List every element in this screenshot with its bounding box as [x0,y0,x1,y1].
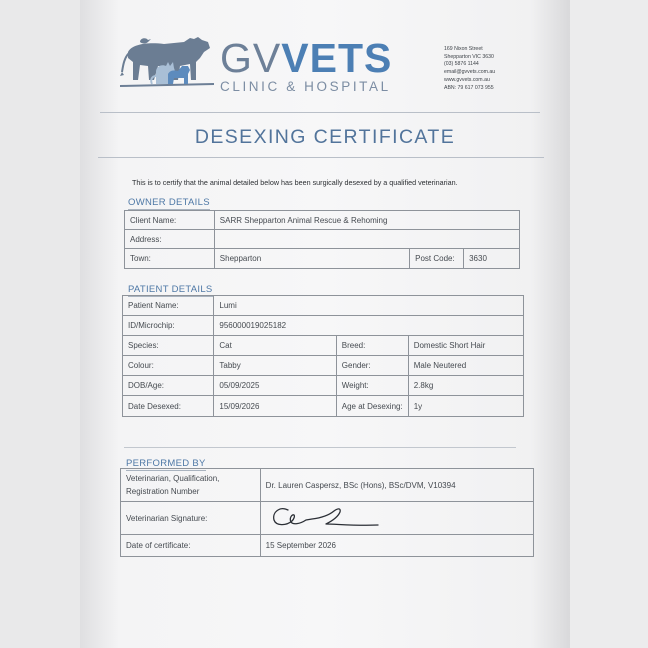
certificate-paper [80,0,570,648]
breed-label: Breed: [336,336,408,356]
postcode-value: 3630 [464,249,520,269]
patient-row-desexed [123,396,524,417]
gender-label: Gender: [336,356,408,376]
patient-row-species [123,336,524,356]
signature-label: Veterinarian Signature: [121,502,261,535]
performed-divider [124,447,516,448]
owner-section-title [128,197,210,210]
microchip-value: 956000019025182 [214,316,524,336]
dob-value: 05/09/2025 [214,376,336,396]
breed-value: Domestic Short Hair [408,336,523,356]
clinic-address-line1: 169 Nixon Street [444,46,483,52]
performed-section-title-text: PERFORMED BY [126,458,206,469]
owner-row-client [125,211,520,230]
address-value [214,230,519,249]
background-left [0,0,80,648]
patient-details-table [122,295,524,417]
certificate-title: DESEXING CERTIFICATE [194,126,456,148]
owner-section-title-text: OWNER DETAILS [128,197,210,208]
client-name-label: Client Name: [125,211,215,230]
certificate-intro: This is to certify that the animal detailed below has been surgically desexed by a qualified veterinarian. [132,178,458,187]
veterinarian-signature [268,502,388,537]
patient-name-value: Lumi [214,296,524,316]
colour-value: Tabby [214,356,336,376]
colour-label: Colour: [123,356,214,376]
header-divider-top [100,112,540,113]
owner-details-table [124,210,520,269]
weight-value: 2.8kg [408,376,523,396]
species-value: Cat [214,336,336,356]
handwritten-signature-icon [268,502,388,532]
gender-value: Male Neutered [408,356,523,376]
clinic-abn: ABN: 79 617 073 955 [444,84,494,91]
vet-label-line1: Veterinarian, Qualification, [126,474,220,483]
clinic-phone: (03) 5876 1144 [444,61,479,68]
owner-row-address [125,230,520,249]
vet-label-line2: Registration Number [126,487,200,496]
patient-row-name [123,296,524,316]
vet-label [121,469,261,502]
performed-row-vet [121,469,534,502]
header-divider-bottom [98,157,544,158]
clinic-name-gv: GV [220,35,282,81]
age-at-desexing-value: 1y [408,396,523,417]
age-at-desexing-label: Age at Desexing: [336,396,408,417]
clinic-address-line2: Shepparton VIC 3630 [444,53,494,60]
vet-value: Dr. Lauren Caspersz, BSc (Hons), BSc/DVM, V10394 [260,469,533,502]
patient-section-title-text: PATIENT DETAILS [128,284,213,295]
owner-row-town [125,249,520,269]
patient-row-colour [123,356,524,376]
town-label: Town: [125,249,215,269]
species-label: Species: [123,336,214,356]
date-desexed-value: 15/09/2026 [214,396,336,417]
microchip-label: ID/Microchip: [123,316,214,336]
patient-row-microchip [123,316,524,336]
cow-dog-cat-logo-icon [118,32,218,90]
date-of-certificate-value: 15 September 2026 [260,535,533,557]
clinic-logo [118,32,218,95]
date-of-certificate-label: Date of certificate: [121,535,261,557]
weight-label: Weight: [336,376,408,396]
clinic-name [220,35,393,81]
patient-row-dob [123,376,524,396]
clinic-email: email@gvvets.com.au [444,69,496,76]
performed-row-date [121,535,534,557]
address-label: Address: [125,230,215,249]
clinic-subtitle: CLINIC & HOSPITAL [220,79,391,94]
client-name-value: SARR Shepparton Animal Rescue & Rehoming [214,211,519,230]
clinic-contact-block [444,46,495,92]
dob-label: DOB/Age: [123,376,214,396]
clinic-name-vets: VETS [281,35,393,81]
date-desexed-label: Date Desexed: [123,396,214,417]
clinic-website: www.gvvets.com.au [444,76,490,83]
background-right [570,0,648,648]
patient-name-label: Patient Name: [123,296,214,316]
postcode-label: Post Code: [410,249,464,269]
clinic-brand [220,35,393,94]
town-value: Shepparton [214,249,409,269]
